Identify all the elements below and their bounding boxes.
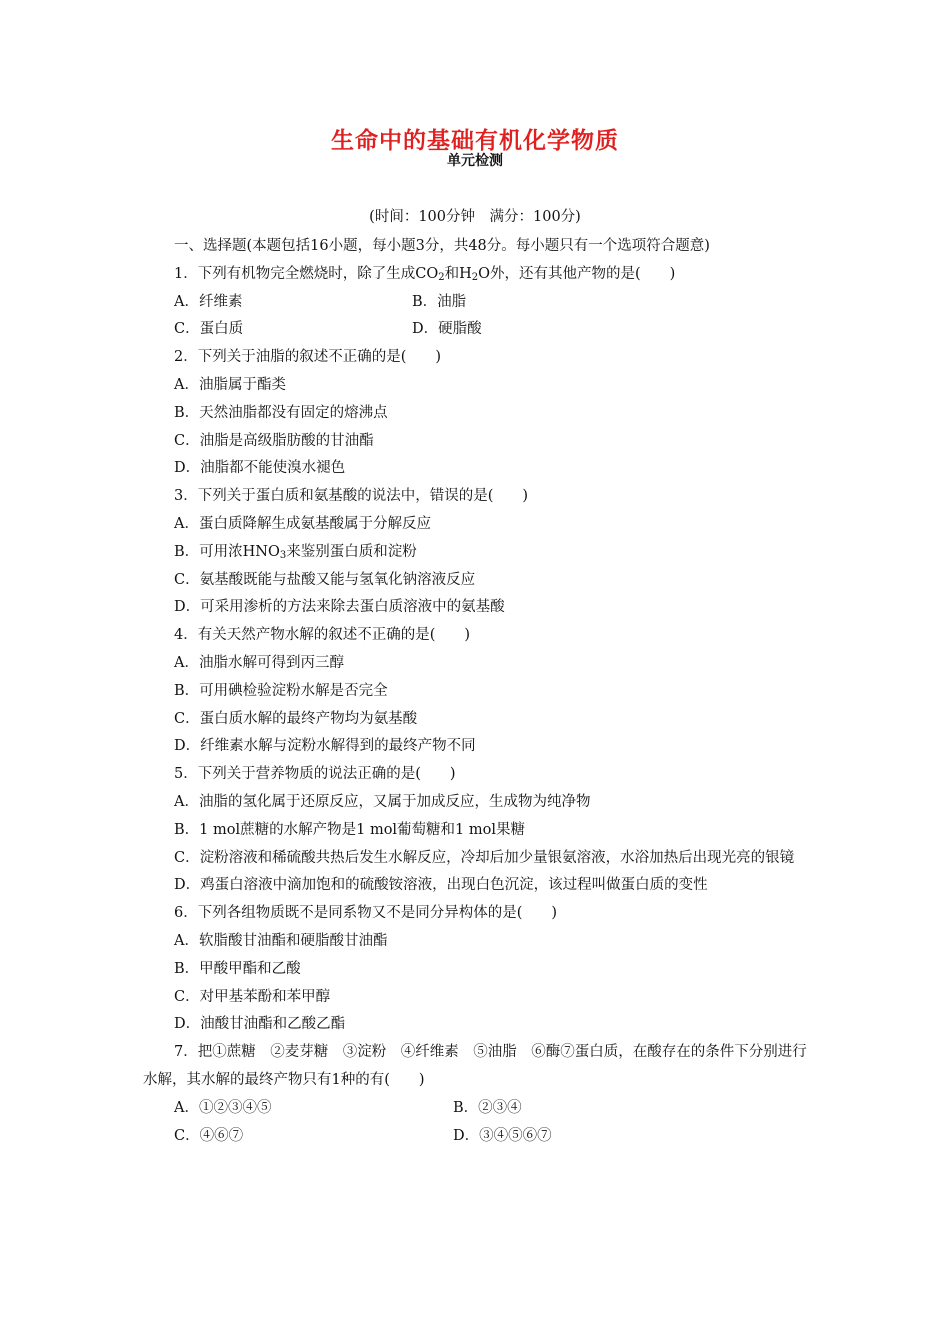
question-list [143, 233, 809, 1150]
option: D．纤维素水解与淀粉水解得到的最终产物不同 [174, 738, 476, 755]
option: D．油脂都不能使溴水褪色 [174, 460, 346, 477]
option: D．③④⑤⑥⑦ [453, 1127, 552, 1144]
option: C．④⑥⑦ [174, 1127, 244, 1144]
question-1-stem: 1．下列有机物完全燃烧时，除了生成$CO_2$和$H_2O$外，还有其他产物的是( ) [174, 265, 676, 283]
question-5-stem: 5．下列关于营养物质的说法正确的是( ) [174, 766, 456, 783]
document-subtitle: 单元检测 [447, 153, 503, 169]
option: B．甲酸甲酯和乙酸 [174, 960, 301, 977]
option: A．纤维素 [174, 293, 243, 310]
option: B．天然油脂都没有固定的熔沸点 [174, 404, 388, 421]
section-heading: 一、选择题(本题包括16小题，每小题3分，共48分。每小题只有一个选项符合题意) [174, 238, 710, 254]
question-7-stem: 7．把①蔗糖 ②麦芽糖 ③淀粉 ④纤维素 ⑤油脂 ⑥酶⑦蛋白质，在酸存在的条件下分别进行水解，其水解的最终产物只有1种的有( ) [143, 1044, 807, 1088]
option: B．油脂 [412, 293, 467, 310]
option: C．对甲基苯酚和苯甲醇 [174, 988, 331, 1005]
question-2-stem: 2．下列关于油脂的叙述不正确的是( ) [174, 349, 442, 366]
option: A．油脂属于酯类 [174, 376, 286, 393]
option: C．蛋白质水解的最终产物均为氨基酸 [174, 710, 418, 727]
option: A．软脂酸甘油酯和硬脂酸甘油酯 [174, 932, 388, 949]
question-4-stem: 4．有关天然产物水解的叙述不正确的是( ) [174, 627, 471, 644]
option: D．可采用渗析的方法来除去蛋白质溶液中的氨基酸 [174, 599, 505, 616]
question-7-options-ab [143, 1095, 809, 1123]
option: B．1 mol蔗糖的水解产物是1 mol葡萄糖和1 mol果糖 [174, 821, 526, 838]
question-3-stem: 3．下列关于蛋白质和氨基酸的说法中，错误的是( ) [174, 488, 529, 505]
option: B．可用浓$HNO_3$来鉴别蛋白质和淀粉 [174, 543, 417, 561]
question-6-stem: 6．下列各组物质既不是同系物又不是同分异构体的是( ) [174, 905, 558, 922]
option: B．可用碘检验淀粉水解是否完全 [174, 682, 388, 699]
option: C．蛋白质 [174, 321, 244, 338]
question-1-options-cd [143, 316, 809, 344]
option: D．油酸甘油酯和乙酸乙酯 [174, 1016, 346, 1033]
document-title: 生命中的基础有机化学物质 [331, 128, 619, 154]
option: D．鸡蛋白溶液中滴加饱和的硫酸铵溶液，出现白色沉淀，该过程叫做蛋白质的变性 [174, 877, 708, 894]
option: B．②③④ [453, 1099, 522, 1116]
exam-meta: (时间：100分钟 满分：100分) [369, 209, 581, 225]
option: C．氨基酸既能与盐酸又能与氢氧化钠溶液反应 [174, 571, 476, 588]
option: A．蛋白质降解生成氨基酸属于分解反应 [174, 515, 431, 532]
question-1-options-ab [143, 289, 809, 317]
option: A．油脂的氢化属于还原反应，又属于加成反应，生成物为纯净物 [174, 793, 591, 810]
question-7-options-cd [143, 1123, 809, 1151]
option: C．油脂是高级脂肪酸的甘油酯 [174, 432, 374, 449]
option: D．硬脂酸 [412, 321, 482, 338]
option: A．油脂水解可得到丙三醇 [174, 654, 344, 671]
option: A．①②③④⑤ [174, 1099, 272, 1116]
option: C．淀粉溶液和稀硫酸共热后发生水解反应，冷却后加少量银氨溶液，水浴加热后出现光亮的银镜 [174, 849, 795, 866]
